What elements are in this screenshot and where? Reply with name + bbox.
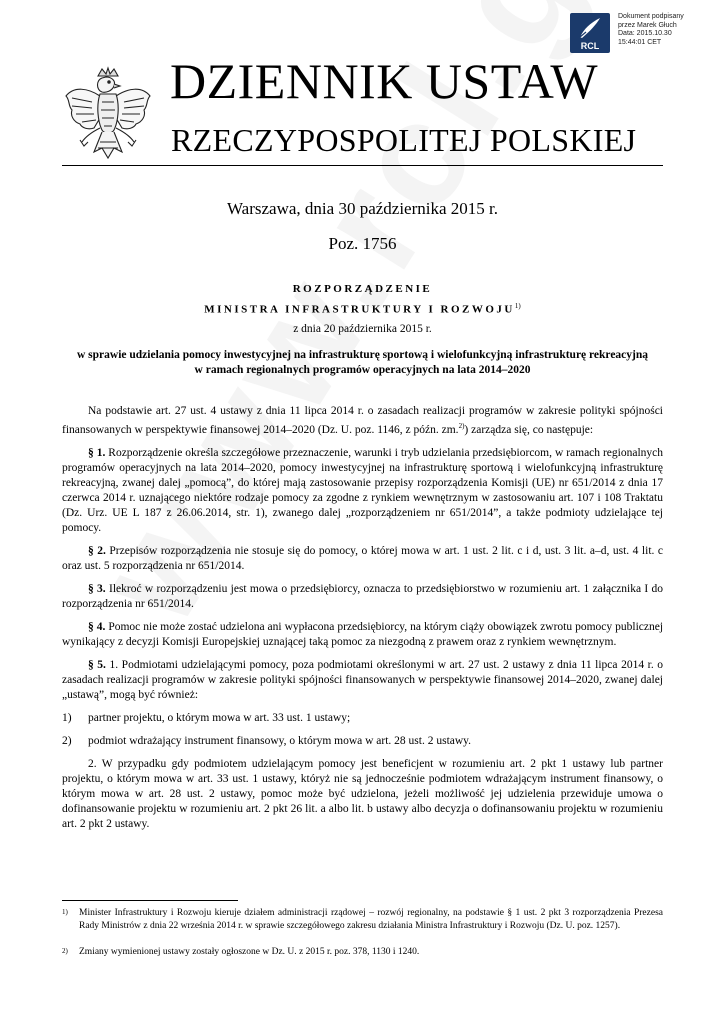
section-text: Ilekroć w rozporządzeniu jest mowa o przedsiębiorcy, oznacza to przedsiębiorstwo w rozumieniu art. 1 załącznika I do rozporządzenia nr 651/2014. <box>62 582 664 610</box>
list-item-text: podmiot wdrażający instrument finansowy, o którym mowa w art. 28 ust. 2 ustawy. <box>88 734 472 747</box>
authority-name: MINISTRA INFRASTRUKTURY I ROZWOJU <box>204 303 515 316</box>
section-2 <box>62 544 663 574</box>
act-kind: ROZPORZĄDZENIE <box>292 283 433 295</box>
section-text: Rozporządzenie określa szczegółowe przeznaczenie, warunki i tryb udzielania przedsiębiorcom, w ramach regionalnych programów operacyjnych na lata 2014–2020, pomocy inwestycyjnej na infrastrukturę sportową i wielofunkcyjną infrastrukturę rekreacyjną, zwanej dalej „pomocą”, do której mają zastosowanie przepisy rozporządzenia Komisji (UE) nr 651/2014 z dnia 17 czerwca 2014 r. uznającego niektóre rodzaje pomocy za zgodne z rynkiem wewnętrznym w zastosowaniu art. 107 i 108 Traktatu (Dz. Urz. UE L 187 z 26.06.2014, str. 1), zwanego dalej „rozporządzeniem nr 651/2014”, a także podmioty udzielające tej pomocy. <box>62 446 664 534</box>
act-body <box>62 404 663 832</box>
footnote-ref: 1) <box>514 302 521 310</box>
list-item-number: 1) <box>62 711 72 724</box>
white-eagle-emblem-icon <box>62 66 154 164</box>
section-3 <box>62 582 663 612</box>
footnote-divider <box>62 900 238 901</box>
signature-info <box>618 13 684 47</box>
act-authority <box>62 299 663 317</box>
section-text: Pomoc nie może zostać udzielona ani wypłacona przedsiębiorcy, na którym ciąży obowiązek zwrotu pomocy publicznej wynikający z decyzji Komisji Europejskiej uznającej taką pomoc za niezgodną z prawem oraz z rynkiem wewnętrznym. <box>62 620 664 648</box>
section-text: 1. Podmiotami udzielającymi pomocy, poza podmiotami określonymi w art. 27 ust. 2 ustawy z dnia 11 lipca 2014 r. o zasadach realizacji programów w zakresie polityki spójności finansowanych w perspektywie finansowej 2014–2020, zwanej dalej „ustawą”, mogą być również: <box>62 658 664 701</box>
signature-line: przez Marek Głuch <box>618 21 677 29</box>
preamble-text: Na podstawie art. 27 ust. 4 ustawy z dnia 11 lipca 2014 r. o zasadach realizacji programów w zakresie polityki spójności finansowanych w perspektywie finansowej 2014–2020 (Dz. U. poz. 1146, z późn. zm. <box>62 405 663 436</box>
section-4 <box>62 620 663 650</box>
footnote <box>62 907 663 932</box>
signature-line: Dokument podpisany <box>618 13 684 20</box>
footnote-text: Zmiany wymienionej ustawy zostały ogłoszone w Dz. U. z 2015 r. poz. 378, 1130 i 1240. <box>79 947 420 957</box>
section-label: § 4. <box>88 620 106 633</box>
section-5 <box>62 658 663 703</box>
pen-icon <box>576 15 604 41</box>
section-5-paragraph-2: 2. W przypadku gdy podmiotem udzielającym pomocy jest beneficjent w rozumieniu art. 2 pkt 1 ustawy lub partner projektu, o którym mowa w art. 33 ust. 1 ustawy, któryż nie są jednocześnie podmiotem wdrażającym instrument finansowy, o którym mowa w art. 28 ust. 2 ustawy, pomoc może być udzielona, jeżeli możliwość jej udzielenia przewiduje umowa o dofinansowanie projektu w rozumieniu art. 2 pkt 26 lit. a albo lit. b ustawy albo decyzja o dofinansowaniu projektu w rozumieniu art. 2 pkt 2 ustawy. <box>62 757 663 830</box>
section-label: § 2. <box>88 544 106 557</box>
rcl-logo-text: RCL <box>580 41 600 51</box>
section-label: § 1. <box>88 446 106 459</box>
act-subject: w sprawie udzielania pomocy inwestycyjnej na infrastrukturę sportową i wielofunkcyjną infrastrukturę rekreacyjną w ramach regionalnych programów operacyjnych na lata 2014–2020 <box>76 349 649 376</box>
footnote <box>62 946 663 959</box>
journal-subtitle: RZECZYPOSPOLITEJ POLSKIEJ <box>171 122 637 158</box>
footnote-ref: 2) <box>458 422 465 430</box>
masthead-divider <box>62 165 663 166</box>
publication-date: Warszawa, dnia 30 października 2015 r. <box>227 199 498 218</box>
list-item <box>62 711 663 726</box>
footnote-text: Minister Infrastruktury i Rozwoju kieruje działem administracji rządowej – rozwój regionalny, na podstawie § 1 ust. 2 pkt 3 rozporządzenia Prezesa Rady Ministrów z dnia 22 września 2014 r. w sprawie szczegółowego zakresu działania Ministra Infrastruktury i Rozwoju (Dz. U. poz. 1257). <box>79 908 663 931</box>
footnote-mark: 1) <box>62 908 68 916</box>
list-item <box>62 734 663 749</box>
position-number: Poz. 1756 <box>328 234 397 253</box>
list-item-number: 2) <box>62 734 72 747</box>
signature-line: 15:44:01 CET <box>618 38 662 46</box>
footnote-mark: 2) <box>62 947 68 955</box>
section-1 <box>62 446 663 536</box>
signature-line: Data: 2015.10.30 <box>618 30 672 38</box>
preamble <box>62 404 663 438</box>
act-date: z dnia 20 października 2015 r. <box>293 323 432 335</box>
section-label: § 5. <box>88 658 106 671</box>
section-label: § 3. <box>88 582 106 595</box>
list-item-text: partner projektu, o którym mowa w art. 33 ust. 1 ustawy; <box>88 711 351 724</box>
section-text: Przepisów rozporządzenia nie stosuje się do pomocy, o której mowa w art. 1 ust. 2 lit. c i d, ust. 3 lit. a–d, ust. 4 lit. c oraz ust. 5 rozporządzenia nr 651/2014. <box>62 544 664 572</box>
preamble-text-end: ) zarządza się, co następuje: <box>464 423 594 436</box>
rcl-signature-logo <box>570 13 610 53</box>
journal-title: DZIENNIK USTAW <box>170 53 599 109</box>
